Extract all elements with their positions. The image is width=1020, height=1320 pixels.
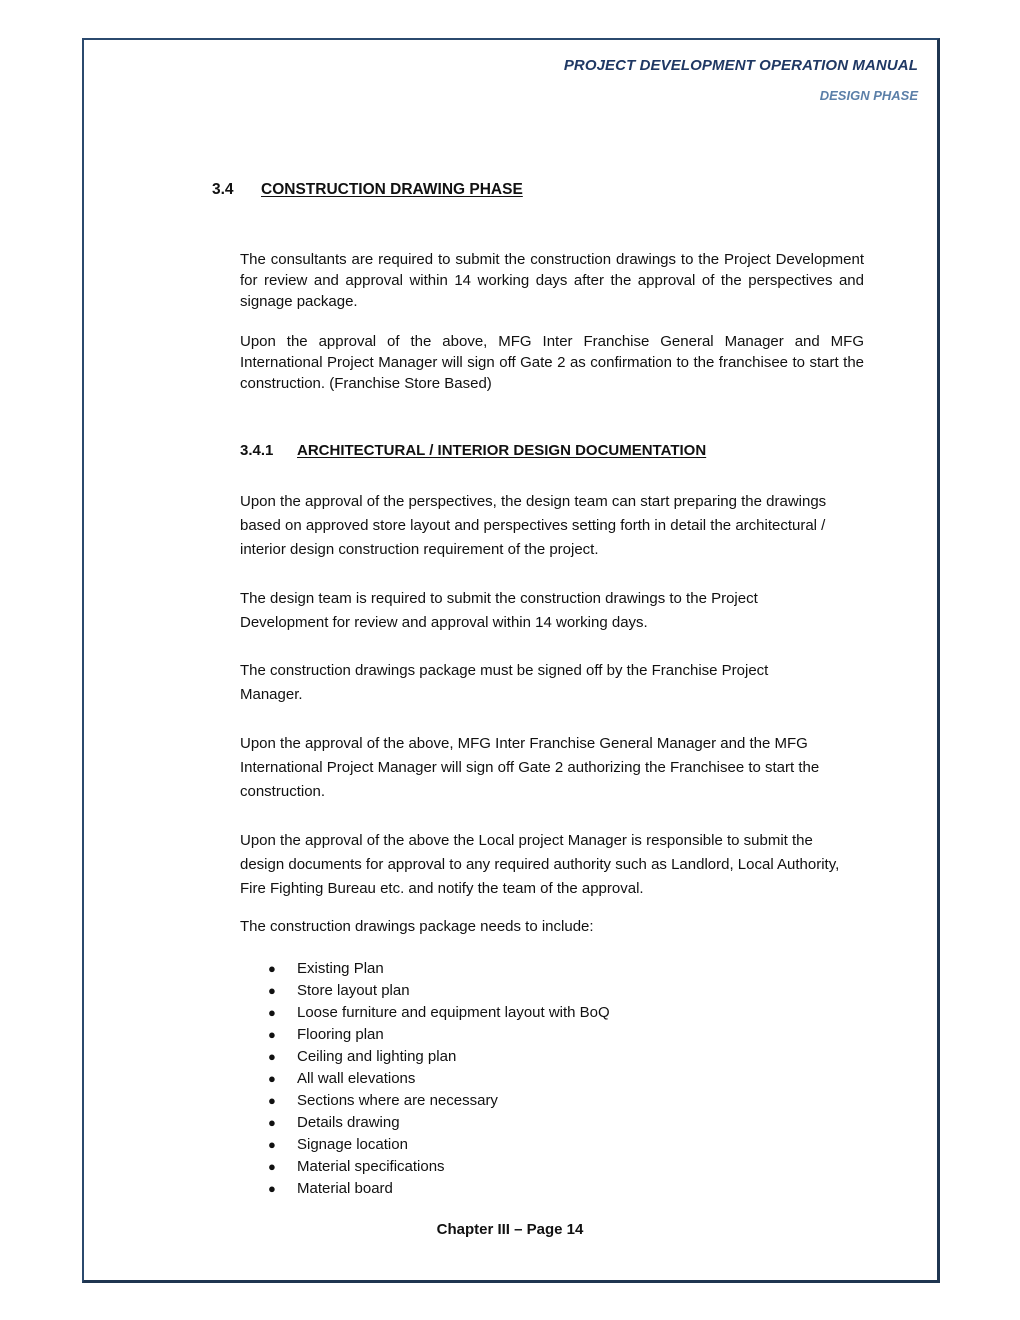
subsection-paragraph-2: The design team is required to submit the construction drawings to the Project Development for review and approval within 14 working days. bbox=[240, 590, 758, 631]
list-item: ● Sections where are necessary bbox=[268, 1090, 610, 1112]
bullet-icon: ● bbox=[268, 1027, 276, 1042]
bullet-icon: ● bbox=[268, 1115, 276, 1130]
header-title: PROJECT DEVELOPMENT OPERATION MANUAL bbox=[563, 57, 918, 74]
subsection-number: 3.4.1 bbox=[240, 442, 274, 459]
list-item: ● Material specifications bbox=[268, 1156, 610, 1178]
subsection-paragraph-3: The construction drawings package must be signed off by the Franchise Project Manager. bbox=[240, 662, 769, 703]
list-item: ● Existing Plan bbox=[268, 958, 610, 980]
header-subtitle: DESIGN PHASE bbox=[819, 88, 918, 103]
list-item: ● Store layout plan bbox=[268, 980, 610, 1002]
bullet-icon: ● bbox=[268, 1137, 276, 1152]
section-title: CONSTRUCTION DRAWING PHASE bbox=[261, 181, 523, 198]
bullet-icon: ● bbox=[268, 1181, 276, 1196]
list-item: ● Material board bbox=[268, 1178, 610, 1200]
list-item: ● Flooring plan bbox=[268, 1024, 610, 1046]
subsection-heading bbox=[240, 442, 706, 459]
list-item: ● All wall elevations bbox=[268, 1068, 610, 1090]
bullet-icon: ● bbox=[268, 1005, 276, 1020]
list-item: ● Loose furniture and equipment layout with BoQ bbox=[268, 1002, 610, 1024]
list-item: ● Details drawing bbox=[268, 1112, 610, 1134]
subsection-title: ARCHITECTURAL / INTERIOR DESIGN DOCUMENTATION bbox=[297, 442, 707, 459]
bullet-icon: ● bbox=[268, 1159, 276, 1174]
bullet-icon: ● bbox=[268, 983, 276, 998]
section-number: 3.4 bbox=[212, 181, 234, 198]
page-footer: Chapter III – Page 14 bbox=[436, 1221, 584, 1238]
list-item: ● Ceiling and lighting plan bbox=[268, 1046, 610, 1068]
bullet-icon: ● bbox=[268, 1093, 276, 1108]
subsection-paragraph-5: Upon the approval of the above the Local project Manager is responsible to submit the design documents for approval to any required authority such as Landlord, Local Authority, Fire Fighting Bureau etc. and notify the team of the approval. bbox=[240, 832, 840, 897]
bullet-icon: ● bbox=[268, 1049, 276, 1064]
list-item: ● Signage location bbox=[268, 1134, 610, 1156]
section-heading bbox=[212, 181, 523, 199]
subsection-paragraph-4: Upon the approval of the above, MFG Inter Franchise General Manager and the MFG International Project Manager will sign off Gate 2 authorizing the Franchisee to start the construction. bbox=[240, 735, 820, 800]
section-paragraph-2: Upon the approval of the above, MFG Inter Franchise General Manager and MFG International Project Manager will sign off Gate 2 as confirmation to the franchisee to start the construction. (Franchise Store Based) bbox=[240, 333, 864, 392]
subsection-paragraph-6: The construction drawings package needs to include: bbox=[240, 918, 594, 935]
section-paragraph-1: The consultants are required to submit the construction drawings to the Project Development for review and approval within 14 working days after the approval of the perspectives and signage package. bbox=[240, 251, 864, 310]
drawings-package-list bbox=[268, 958, 610, 1200]
bullet-icon: ● bbox=[268, 961, 276, 976]
subsection-paragraph-1: Upon the approval of the perspectives, the design team can start preparing the drawings based on approved store layout and perspectives setting forth in detail the architectural / interior design construction requirement of the project. bbox=[240, 493, 827, 558]
bullet-icon: ● bbox=[268, 1071, 276, 1086]
